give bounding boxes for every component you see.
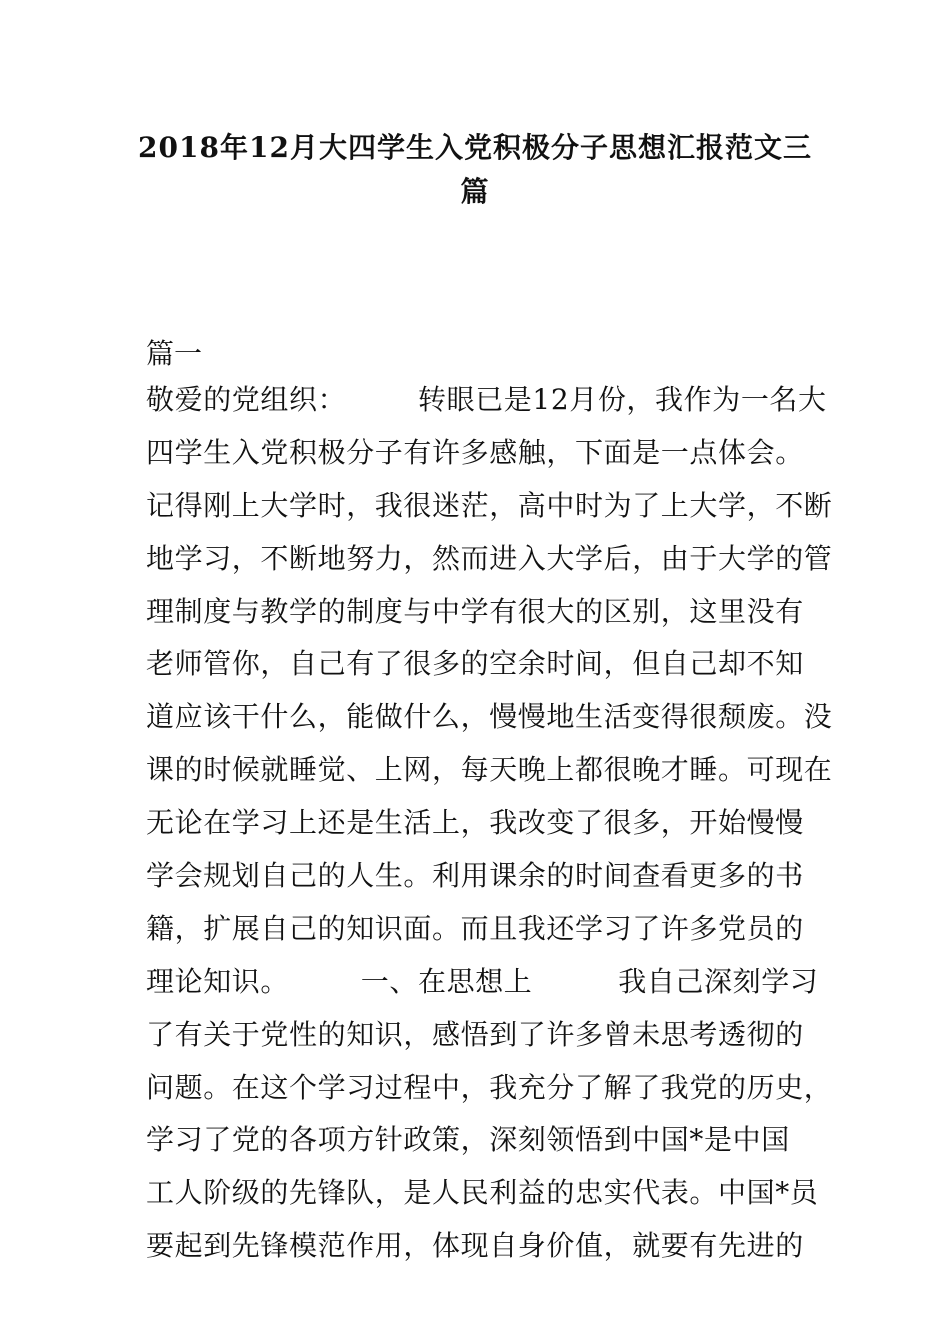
document-title (120, 126, 830, 214)
text-line: 学习了党的各项方针政策，深刻领悟到中国*是中国 (146, 1123, 790, 1157)
text-line: 地学习，不断地努力，然而进入大学后，由于大学的管 (146, 541, 833, 575)
text-line: 工人阶级的先锋队，是人民利益的忠实代表。中国*员 (146, 1176, 819, 1210)
text-line: 要起到先锋模范作用，体现自身价值，就要有先进的 (146, 1229, 804, 1263)
text-line: 老师管你，自己有了很多的空余时间，但自己却不知 (146, 647, 804, 681)
text-line: 敬爱的党组织： 转眼已是12月份，我作为一名大 (146, 383, 827, 416)
text-line: 理制度与教学的制度与中学有很大的区别，这里没有 (146, 594, 804, 628)
text-line: 课的时候就睡觉、上网，每天晚上都很晚才睡。可现在 (146, 753, 833, 787)
text-line: 四学生入党积极分子有许多感触，下面是一点体会。 (146, 435, 804, 469)
text-line: 理论知识。 一、在思想上 我自己深刻学习 (146, 964, 819, 998)
title-line: 篇 (460, 175, 490, 208)
text-line: 无论在学习上还是生活上，我改变了很多，开始慢慢 (146, 806, 804, 840)
title-line: 2018年12月大四学生入党积极分子思想汇报范文三 (138, 131, 812, 164)
body-text (146, 374, 833, 1273)
text-line: 道应该干什么，能做什么，慢慢地生活变得很颓废。没 (146, 700, 833, 734)
text-line: 籍，扩展自己的知识面。而且我还学习了许多党员的 (146, 911, 804, 945)
text-line: 学会规划自己的人生。利用课余的时间查看更多的书 (146, 859, 804, 893)
text-line: 了有关于党性的知识，感悟到了许多曾未思考透彻的 (146, 1017, 804, 1051)
text-line: 记得刚上大学时，我很迷茫，高中时为了上大学，不断 (146, 488, 833, 522)
text-line: 问题。在这个学习过程中，我充分了解了我党的历史， (146, 1070, 833, 1104)
section-heading: 篇一 (146, 337, 203, 370)
